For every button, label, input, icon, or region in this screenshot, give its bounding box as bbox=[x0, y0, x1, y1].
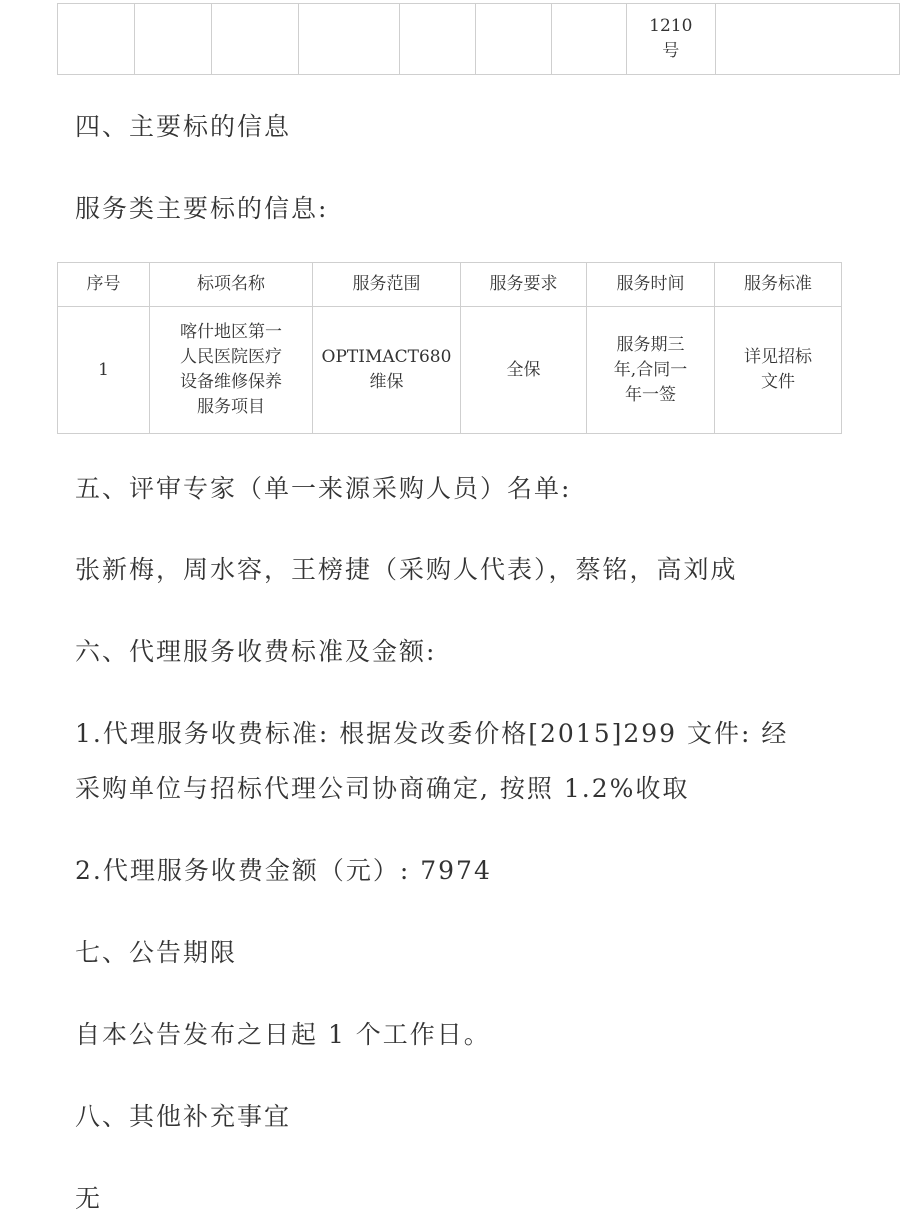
table-cell: 服务期三 年,合同一 年一签 bbox=[587, 307, 715, 434]
section-subheading: 服务类主要标的信息: bbox=[75, 194, 329, 223]
header-cell: 服务时间 bbox=[587, 263, 715, 307]
fee-amount: 2.代理服务收费金额（元）: 7974 bbox=[75, 856, 492, 885]
header-cell: 服务要求 bbox=[461, 263, 587, 307]
table-cell: 全保 bbox=[461, 307, 587, 434]
header-cell: 服务范围 bbox=[313, 263, 461, 307]
table-cell bbox=[399, 4, 475, 75]
header-cell: 标项名称 bbox=[150, 263, 313, 307]
supplementary-text: 无 bbox=[75, 1184, 103, 1213]
table-cell bbox=[299, 4, 399, 75]
table-cell bbox=[211, 4, 299, 75]
service-table bbox=[57, 262, 842, 434]
table-cell bbox=[58, 4, 135, 75]
section-heading: 七、公告期限 bbox=[75, 938, 238, 967]
table-cell bbox=[552, 4, 626, 75]
header-cell: 服务标准 bbox=[715, 263, 842, 307]
table-cell: 详见招标 文件 bbox=[715, 307, 842, 434]
section-heading: 八、其他补充事宜 bbox=[75, 1102, 292, 1131]
table-header-row bbox=[58, 263, 842, 307]
table-row bbox=[58, 4, 900, 75]
table-row bbox=[58, 307, 842, 434]
section-heading: 四、主要标的信息 bbox=[75, 112, 292, 141]
header-cell: 序号 bbox=[58, 263, 150, 307]
table-cell: 1210 号 bbox=[626, 4, 715, 75]
table-cell bbox=[716, 4, 900, 75]
section-heading: 五、评审专家（单一来源采购人员）名单: bbox=[75, 474, 572, 503]
notice-period: 自本公告发布之日起 1 个工作日。 bbox=[75, 1020, 491, 1049]
table-cell bbox=[475, 4, 551, 75]
table-cell: 1 bbox=[58, 307, 150, 434]
section-heading: 六、代理服务收费标准及金额: bbox=[75, 637, 437, 666]
table-cell bbox=[135, 4, 211, 75]
fee-standard-line: 1.代理服务收费标准: 根据发改委价格[2015]299 文件: 经 bbox=[75, 719, 789, 748]
table-cell: OPTIMACT680 维保 bbox=[313, 307, 461, 434]
table-cell: 喀什地区第一 人民医院医疗 设备维修保养 服务项目 bbox=[150, 307, 313, 434]
previous-table-continuation bbox=[57, 3, 900, 75]
experts-list: 张新梅，周水容，王榜捷（采购人代表），蔡铭，高刘成 bbox=[75, 555, 738, 584]
fee-standard-line: 采购单位与招标代理公司协商确定, 按照 1.2%收取 bbox=[75, 774, 690, 803]
